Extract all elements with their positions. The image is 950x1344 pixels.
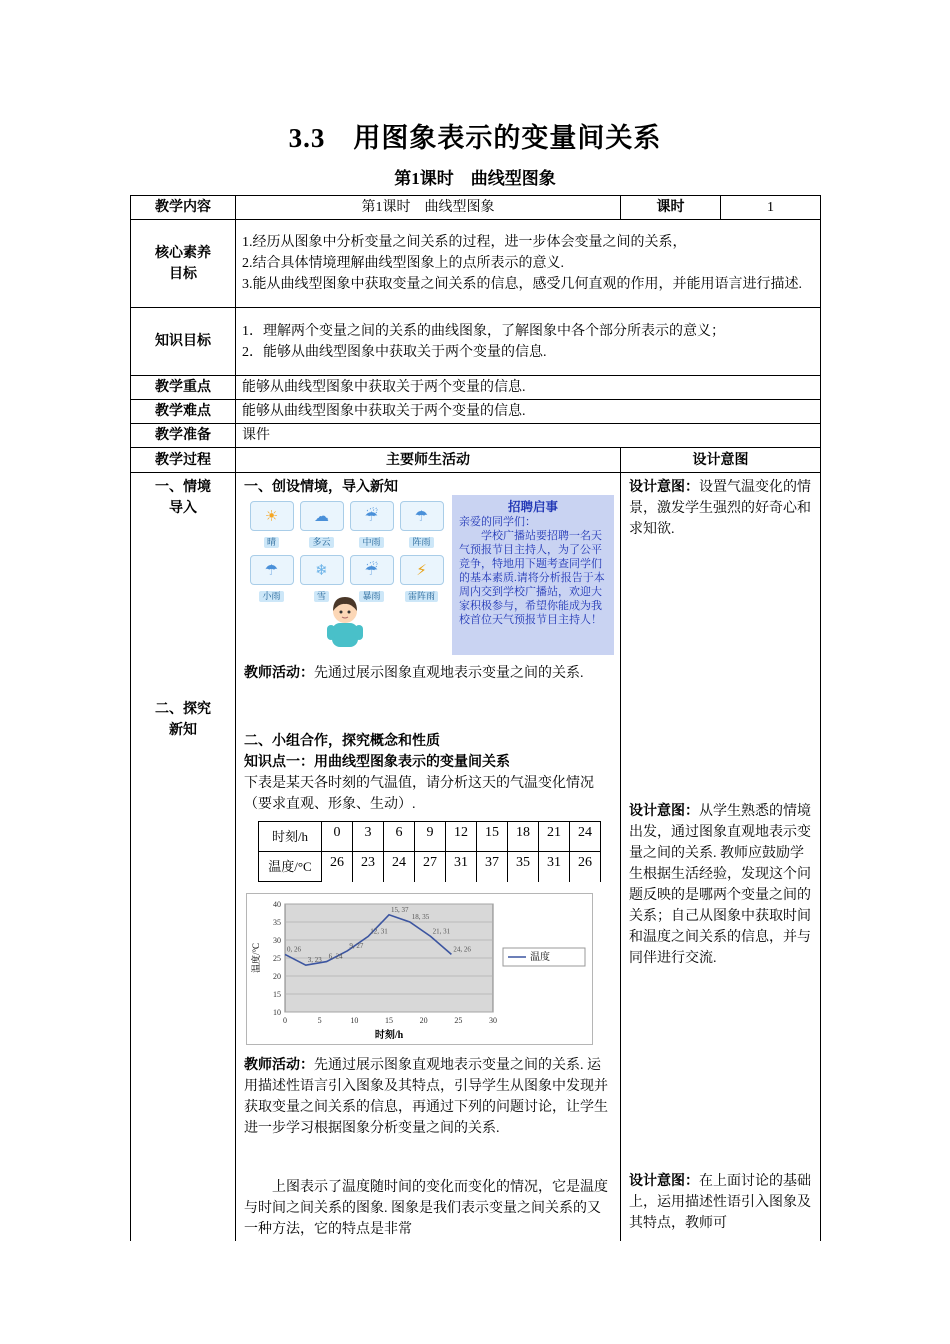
period-value: 1 bbox=[721, 196, 821, 220]
temperature-cell: 31 bbox=[539, 852, 570, 882]
weather-label: 晴 bbox=[264, 537, 279, 548]
teaching-focus-label: 教学重点 bbox=[131, 376, 236, 400]
time-row bbox=[259, 822, 601, 852]
stage-label-explore-new: 二、探究新知 bbox=[155, 702, 211, 738]
svg-text:0, 26: 0, 26 bbox=[287, 945, 301, 954]
design-intent-3: 设计意图：在上面讨论的基础上，运用描述性语引入图象及其特点，教师可 bbox=[629, 1174, 811, 1231]
time-cell: 9 bbox=[415, 822, 446, 852]
weather-label: 雷阵雨 bbox=[405, 591, 438, 602]
lesson-plan-document bbox=[130, 116, 820, 1241]
svg-text:温度: 温度 bbox=[530, 952, 550, 963]
weather-tile bbox=[248, 501, 295, 552]
teacher-activity-2: 教师活动：先通过展示图象直观地表示变量之间的关系. 运用描述性语言引入图象及其特点，引导学生从图象中发现并获取变量之间关系的信息，再通过下列的问题讨论，让学生进一步学习根据图象分析变量之间的关系. bbox=[244, 1058, 608, 1136]
document-subtitle: 第1课时 曲线型图象 bbox=[394, 169, 556, 188]
svg-text:9, 27: 9, 27 bbox=[349, 941, 364, 950]
row-teaching-focus bbox=[131, 376, 821, 400]
design-intent-label: 设计意图： bbox=[629, 1174, 699, 1189]
temperature-cell: 26 bbox=[322, 852, 353, 882]
weather-label: 中雨 bbox=[359, 537, 383, 548]
core-goal-item: 3.能从曲线型图象中获取变量之间关系的信息，感受几何直观的作用，并能用语言进行描述. bbox=[242, 277, 802, 292]
row-core-goals bbox=[131, 220, 821, 308]
row-process-header bbox=[131, 448, 821, 473]
svg-text:24, 26: 24, 26 bbox=[453, 945, 471, 954]
svg-text:35: 35 bbox=[273, 918, 281, 927]
time-cell: 0 bbox=[322, 822, 353, 852]
design-intent-label: 设计意图： bbox=[629, 480, 699, 495]
row-process-body bbox=[131, 473, 821, 1241]
time-header: 时刻/h bbox=[259, 822, 322, 852]
weather-tile bbox=[348, 501, 395, 552]
core-goal-item: 2.结合具体情境理解曲线型图象上的点所表示的意义. bbox=[242, 256, 564, 271]
recruitment-notice-greeting: 亲爱的同学们： bbox=[459, 516, 536, 528]
teaching-content-label: 教学内容 bbox=[131, 196, 236, 220]
weather-icon-grid bbox=[248, 501, 445, 606]
svg-text:时刻/h: 时刻/h bbox=[374, 1030, 404, 1041]
row-teaching-preparation bbox=[131, 424, 821, 448]
recruitment-notice-body: 学校广播站要招聘一名天气预报节目主持人，为了公平竞争，特地用下题考查同学们的基本素质.请将分析报告于本周内交到学校广播站，欢迎大家积极参与，希望你能成为我校首位天气预报节目主持人！ bbox=[459, 530, 605, 626]
weather-label: 雪 bbox=[314, 591, 329, 602]
knowledge-goals-content bbox=[236, 308, 821, 376]
activity-column-header: 主要师生活动 bbox=[236, 448, 621, 473]
row-teaching-content bbox=[131, 196, 821, 220]
weather-tile bbox=[398, 555, 445, 606]
design-intent-1: 设计意图：设置气温变化的情景，激发学生强烈的好奇心和求知欲. bbox=[629, 480, 811, 537]
stage-column bbox=[131, 473, 236, 1241]
svg-text:30: 30 bbox=[489, 1016, 497, 1025]
svg-text:20: 20 bbox=[419, 1016, 428, 1025]
weather-label: 小雨 bbox=[259, 591, 283, 602]
temperature-cell: 27 bbox=[415, 852, 446, 882]
knowledge-point-title: 知识点一：用曲线型图象表示的变量间关系 bbox=[244, 755, 510, 770]
knowledge-goal-item: 2．能够从曲线型图象中获取关于两个变量的信息. bbox=[242, 344, 547, 360]
svg-text:15, 37: 15, 37 bbox=[391, 905, 409, 914]
process-label: 教学过程 bbox=[131, 448, 236, 473]
time-cell: 18 bbox=[508, 822, 539, 852]
temperature-cell: 37 bbox=[477, 852, 508, 882]
knowledge-goals-label: 知识目标 bbox=[131, 308, 236, 376]
time-cell: 12 bbox=[446, 822, 477, 852]
svg-text:15: 15 bbox=[385, 1016, 393, 1025]
thunderstorm-icon: ⚡ bbox=[400, 555, 444, 585]
temperature-cell: 35 bbox=[508, 852, 539, 882]
weather-tile bbox=[248, 555, 295, 606]
weather-tile bbox=[298, 501, 345, 552]
teaching-difficulty-label: 教学难点 bbox=[131, 400, 236, 424]
temperature-cell: 31 bbox=[446, 852, 477, 882]
svg-text:21, 31: 21, 31 bbox=[432, 927, 451, 936]
svg-text:20: 20 bbox=[273, 972, 281, 981]
temperature-cell: 23 bbox=[353, 852, 384, 882]
weather-label: 多云 bbox=[309, 537, 333, 548]
svg-text:12, 31: 12, 31 bbox=[370, 927, 388, 936]
recruitment-notice-title: 招聘启事 bbox=[507, 500, 558, 514]
time-cell: 24 bbox=[570, 822, 601, 852]
activity-column bbox=[236, 473, 621, 1241]
activity-section1-title: 一、创设情境，导入新知 bbox=[244, 480, 398, 495]
recruitment-notice bbox=[452, 495, 614, 655]
svg-text:15: 15 bbox=[273, 990, 281, 999]
design-intent-column bbox=[621, 473, 821, 1241]
design-intent-label: 设计意图： bbox=[629, 804, 699, 819]
knowledge-goal-item: 1．理解两个变量之间的关系的曲线图象，了解图象中各个部分所表示的意义； bbox=[242, 323, 725, 339]
svg-text:10: 10 bbox=[273, 1008, 281, 1017]
teaching-preparation-value: 课件 bbox=[236, 424, 821, 448]
teaching-preparation-label: 教学准备 bbox=[131, 424, 236, 448]
time-cell: 15 bbox=[477, 822, 508, 852]
heavy-rain-icon: ☔ bbox=[350, 555, 394, 585]
weather-label: 阵雨 bbox=[409, 537, 433, 548]
temperature-line-chart bbox=[246, 893, 593, 1045]
document-title: 3.3 用图象表示的变量间关系 bbox=[288, 123, 662, 153]
teaching-content-value: 第1课时 曲线型图象 bbox=[236, 196, 621, 220]
svg-text:18, 35: 18, 35 bbox=[411, 913, 430, 921]
teacher-activity-1: 教师活动：先通过展示图象直观地表示变量之间的关系. bbox=[244, 666, 584, 681]
weather-tile bbox=[398, 501, 445, 552]
time-cell: 6 bbox=[384, 822, 415, 852]
period-label: 课时 bbox=[621, 196, 721, 220]
temperature-header: 温度/°C bbox=[259, 852, 322, 882]
time-cell: 3 bbox=[353, 822, 384, 852]
temperature-cell: 26 bbox=[570, 852, 601, 882]
cloud-icon: ☁ bbox=[300, 501, 344, 531]
intent-column-header: 设计意图 bbox=[621, 448, 821, 473]
svg-text:温度/°C: 温度/°C bbox=[251, 942, 261, 974]
knowledge-point-intro: 下表是某天各时刻的气温值，请分析这天的气温变化情况（要求直观、形象、生动）. bbox=[244, 776, 594, 812]
temperature-data-table bbox=[258, 821, 601, 882]
temperature-row bbox=[259, 852, 601, 882]
sun-icon: ☀ bbox=[250, 501, 294, 531]
light-rain-icon: ☂ bbox=[250, 555, 294, 585]
row-knowledge-goals bbox=[131, 308, 821, 376]
svg-text:0: 0 bbox=[283, 1016, 287, 1025]
stage-label-situation-intro: 一、情境导入 bbox=[155, 480, 211, 516]
svg-text:3, 23: 3, 23 bbox=[307, 956, 322, 965]
cartoon-boy-illustration bbox=[322, 595, 368, 653]
weather-label: 暴雨 bbox=[359, 591, 383, 602]
svg-text:25: 25 bbox=[273, 954, 281, 963]
svg-text:40: 40 bbox=[273, 900, 281, 909]
teacher-activity-label: 教师活动： bbox=[244, 666, 314, 681]
core-goal-item: 1.经历从图象中分析变量之间关系的过程，进一步体会变量之间的关系， bbox=[242, 235, 687, 250]
temperature-cell: 24 bbox=[384, 852, 415, 882]
design-intent-2: 设计意图：从学生熟悉的情境出发，通过图象直观地表示变量之间的关系. 教师应鼓励学生根据生活经验，发现这个问题反映的是哪两个变量之间的关系；自己从图象中获取时间和温度之间关系的信息，并与同伴进行交流. bbox=[629, 804, 811, 966]
core-goals-content bbox=[236, 220, 821, 308]
svg-text:6, 24: 6, 24 bbox=[328, 952, 343, 961]
activity-section2-title: 二、小组合作，探究概念和性质 bbox=[244, 734, 440, 749]
weather-recruitment-image bbox=[246, 495, 614, 655]
svg-text:5: 5 bbox=[317, 1016, 322, 1025]
shower-icon: ☂ bbox=[400, 501, 444, 531]
teaching-focus-value: 能够从曲线型图象中获取关于两个变量的信息. bbox=[236, 376, 821, 400]
teacher-activity-label: 教师活动： bbox=[244, 1058, 314, 1073]
core-goals-label: 核心素养目标 bbox=[131, 220, 236, 308]
moderate-rain-icon: ☔ bbox=[350, 501, 394, 531]
svg-text:30: 30 bbox=[273, 936, 281, 945]
time-cell: 21 bbox=[539, 822, 570, 852]
svg-text:10: 10 bbox=[350, 1016, 359, 1025]
closing-paragraph: 上图表示了温度随时间的变化而变化的情况，它是温度与时间之间关系的图象. 图象是我们表示变量之间关系的又一种方法，它的特点是非常 bbox=[244, 1180, 608, 1237]
row-teaching-difficulty bbox=[131, 400, 821, 424]
teaching-difficulty-value: 能够从曲线型图象中获取关于两个变量的信息. bbox=[236, 400, 821, 424]
lesson-plan-table bbox=[130, 195, 821, 1241]
svg-text:25: 25 bbox=[454, 1016, 463, 1025]
snow-icon: ❄ bbox=[300, 555, 344, 585]
